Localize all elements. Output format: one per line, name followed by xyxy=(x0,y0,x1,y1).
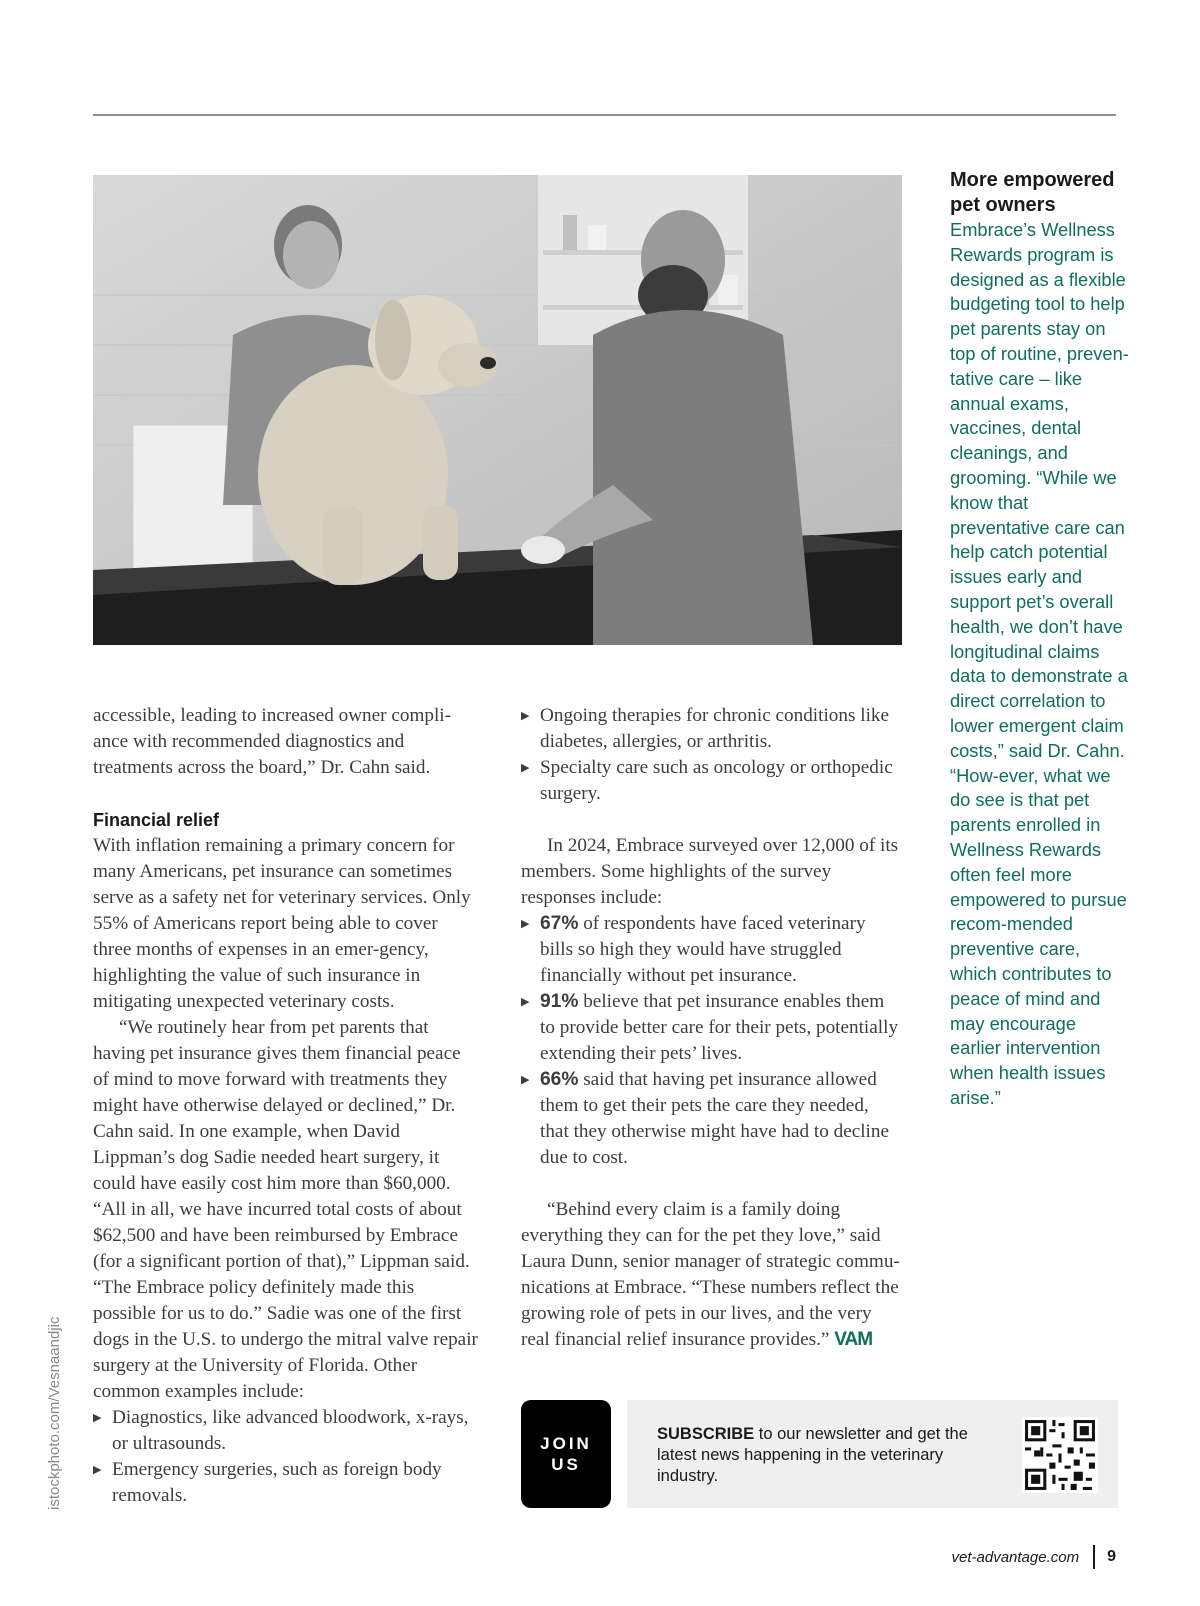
list-item: ▶ Emergency surgeries, such as foreign body removals. xyxy=(93,1457,478,1509)
list-item: ▶ Specialty care such as oncology or orthopedic surgery. xyxy=(521,755,901,807)
stat-value: 91% xyxy=(540,991,579,1012)
page-number: 9 xyxy=(1107,1548,1116,1565)
stat-item xyxy=(521,911,901,989)
intro-paragraph: accessible, leading to increased owner compli-ance with recommended diagnostics and treatments across the board,” Dr. Cahn said. xyxy=(93,705,452,778)
stat-text: believe that pet insurance enables them to provide better care for their pets, potentially extending their pets’ lives. xyxy=(540,991,899,1064)
stat-item xyxy=(521,1067,901,1171)
sidebar-title: More empowered pet owners xyxy=(950,169,1115,216)
site-url[interactable]: vet-advantage.com xyxy=(951,1548,1080,1566)
qr-code[interactable] xyxy=(1022,1417,1098,1493)
subscribe-text xyxy=(657,1424,1007,1487)
join-us-button[interactable] xyxy=(521,1400,611,1508)
vet-photo xyxy=(93,175,902,645)
bullet-list xyxy=(521,703,901,807)
sidebar-body: Embrace’s Wellness Rewards program is designed as a flexible budgeting tool to help pet parents stay on top of routine, preven-tative care – like annual exams, vaccines, dental cleanings, and grooming. “While we know that preventative care can help catch potential issues early and support pet’s overall health, we don’t have longitudinal claims data to demonstrate a direct correlation to lower emergent claim costs,” said Dr. Cahn. “How-ever, what we do see is that pet parents enrolled in Wellness Rewards often feel more empowered to pursue recom-mended preventive care, which contributes to peace of mind and may encourage earlier intervention when health issues arise.” xyxy=(950,219,1129,1108)
quote-paragraph xyxy=(521,1197,901,1353)
survey-intro: In 2024, Embrace surveyed over 12,000 of its members. Some highlights of the survey responses include: xyxy=(521,835,899,908)
stat-value: 66% xyxy=(540,1069,579,1090)
article-column-2 xyxy=(521,703,901,1353)
stat-text: said that having pet insurance allowed them to get their pets the care they needed, that they otherwise might have had to decline due to cost. xyxy=(540,1069,890,1168)
subscribe-lead: SUBSCRIBE xyxy=(657,1425,755,1443)
quote-text: “Behind every claim is a family doing everything they can for the pet they love,” said Laura Dunn, senior manager of strategic commu-nications at Embrace. “These numbers reflect the growing role of pets in our lives, and the very real financial relief insurance provides.” xyxy=(521,1199,900,1350)
us-label: US xyxy=(551,1455,581,1474)
sidebar-callout xyxy=(950,168,1130,1111)
join-label: JOIN xyxy=(540,1434,592,1453)
bullet-list xyxy=(93,1405,478,1509)
body-paragraph: With inflation remaining a primary concern for many Americans, pet insurance can sometimes serve as a safety net for veterinary services. Only 55% of Americans report being able to cover three months of expenses in an emer-gency, highlighting the value of such insurance in mitigating unexpected veterinary costs. xyxy=(93,835,471,1012)
photo-credit: istockphoto.com/Vesnaandjic xyxy=(46,1316,63,1510)
survey-stats-list xyxy=(521,911,901,1171)
top-rule xyxy=(93,114,1116,116)
section-heading: Financial relief xyxy=(93,810,220,830)
page-footer xyxy=(952,1545,1116,1569)
stat-value: 67% xyxy=(540,913,579,934)
subscribe-panel xyxy=(627,1400,1118,1508)
vam-end-mark: VAM xyxy=(834,1329,873,1350)
list-item: ▶ Diagnostics, like advanced bloodwork, x-rays, or ultrasounds. xyxy=(93,1405,478,1457)
article-column-1 xyxy=(93,703,478,1509)
stat-text: of respondents have faced veterinary bills so high they would have struggled financially without pet insurance. xyxy=(540,913,866,986)
body-paragraph: “We routinely hear from pet parents that having pet insurance gives them financial peace of mind to move forward with treatments they might have otherwise delayed or declined,” Dr. Cahn said. In one example, when David Lippman’s dog Sadie needed heart surgery, it could have easily cost him more than $60,000. “All in all, we have incurred total costs of about $62,500 and have been reimbursed by Embrace (for a significant portion of that),” Lippman said. “The Embrace policy definitely made this possible for us to do.” Sadie was one of the first dogs in the U.S. to undergo the mitral valve repair surgery at the University of Florida. Other common examples include: xyxy=(93,1017,478,1402)
qr-code-icon xyxy=(1022,1417,1098,1493)
list-item: ▶ Ongoing therapies for chronic conditions like diabetes, allergies, or arthritis. xyxy=(521,703,901,755)
footer-divider xyxy=(1093,1545,1095,1569)
stat-item xyxy=(521,989,901,1067)
vet-exam-illustration xyxy=(93,175,902,645)
subscribe-desc: to our newsletter and get the latest news happening in the veterinary industry. xyxy=(657,1425,968,1485)
